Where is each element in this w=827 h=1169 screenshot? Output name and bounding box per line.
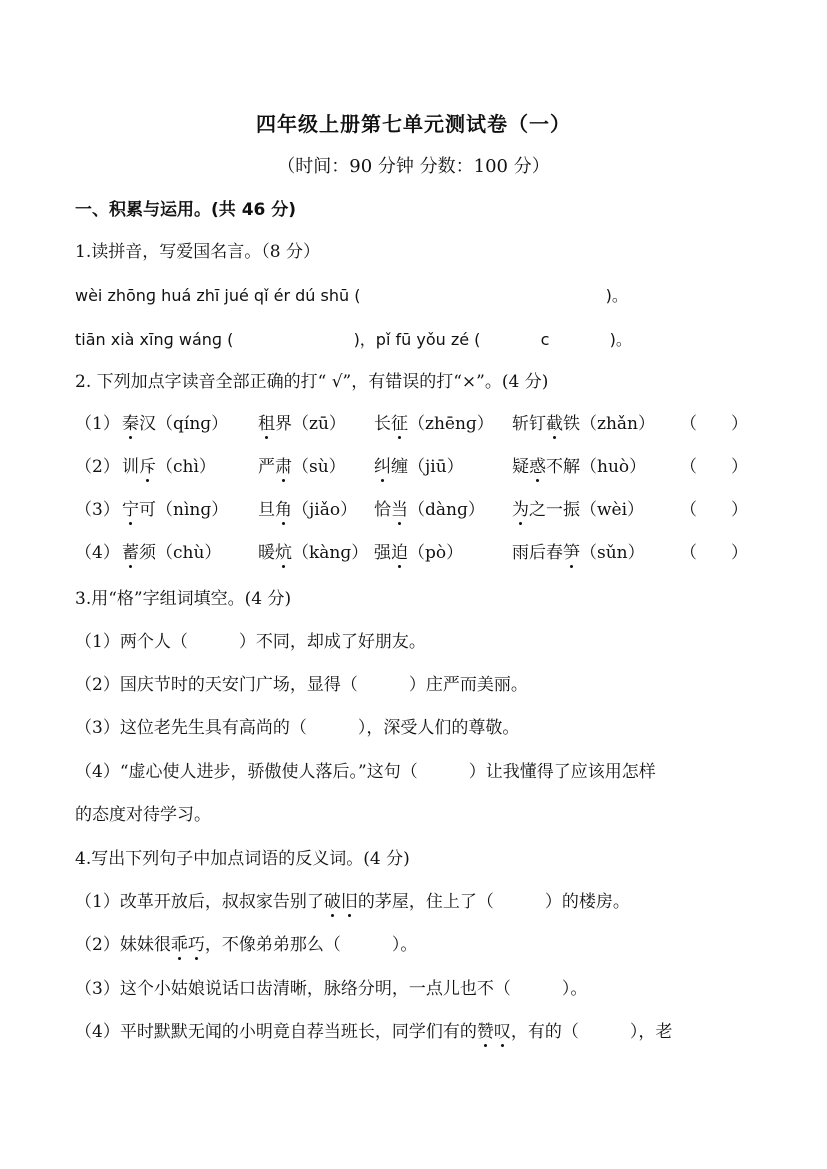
dotted-character: 蓄 [122, 543, 139, 563]
question-1-line-2 [75, 328, 757, 352]
dotted-character: 叹 [493, 1022, 511, 1042]
dotted-word [171, 935, 205, 955]
question-4-item [75, 977, 757, 1001]
pinyin-text: tiān xià xīnɡ wánɡ ( [75, 330, 234, 349]
question-4-item [75, 1020, 757, 1044]
question-3-item: （2）国庆节时的天安门广场，显得（ ）庄严而美丽。 [75, 675, 528, 695]
pinyin-item: 严肃（sù） [258, 457, 346, 477]
dotted-character: 乖 [170, 935, 188, 955]
dotted-character: 巧 [187, 935, 205, 955]
item-text: 的茅屋，住上了（ ）的楼房。 [357, 892, 630, 912]
question-4-item [75, 890, 757, 914]
dotted-word [324, 892, 358, 912]
dotted-character: 截 [546, 414, 563, 434]
pinyin-text: wèi zhōnɡ huá zhī jué qǐ ér dú shū [75, 286, 350, 305]
item-text: （4）平时默默无闻的小明竟自荐当班长，同学们有的 [75, 1022, 477, 1042]
question-3-item: （1）两个人（ ）不同，却成了好朋友。 [75, 632, 426, 652]
dotted-character: 征 [391, 414, 408, 434]
row-number: （3） [75, 500, 120, 520]
dotted-character: 角 [275, 500, 292, 520]
answer-blank-close: )。 [605, 286, 628, 305]
pinyin-item: 雨后春笋（sǔn） [512, 543, 645, 563]
row-number: （1） [75, 414, 120, 434]
question-1-heading: 1.读拼音，写爱国名言。（8 分） [75, 242, 320, 262]
answer-parentheses[interactable]: （ ） [680, 457, 748, 477]
item-text: ，有的（ ），老 [510, 1022, 673, 1042]
pinyin-item: 旦角（jiǎo） [258, 500, 358, 520]
dotted-character: 秦 [122, 414, 139, 434]
page-title: 四年级上册第七单元测试卷（一） [256, 112, 571, 136]
answer-blank-close: )。 [609, 330, 632, 349]
dotted-character: 肃 [275, 457, 292, 477]
dotted-character: 赞 [476, 1022, 494, 1042]
pinyin-item: 疑惑不解（huò） [512, 457, 647, 477]
pinyin-item: 秦汉（qínɡ） [122, 414, 229, 434]
dotted-character: 炕 [275, 543, 292, 563]
dotted-character: 宁 [122, 500, 139, 520]
pinyin-item: 纠缠（jiū） [374, 457, 464, 477]
question-3-heading: 3.用“格”字组词填空。(4 分) [75, 589, 292, 609]
pinyin-item: 恰当（dànɡ） [374, 500, 485, 520]
section-heading: 一、积累与运用。(共 46 分) [75, 200, 297, 220]
pinyin-item: 训斥（chì） [122, 457, 216, 477]
item-text: ，不像弟弟那么（ ）。 [204, 935, 418, 955]
pinyin-item: 宁可（nìnɡ） [122, 500, 229, 520]
question-3-item-continued: 的态度对待学习。 [75, 805, 211, 825]
answer-text[interactable]: c [540, 330, 550, 349]
dotted-character: 笋 [563, 543, 580, 563]
question-4-item [75, 933, 757, 957]
answer-parentheses[interactable]: （ ） [680, 543, 748, 563]
dotted-character: 斥 [139, 457, 156, 477]
answer-blank-open[interactable]: ( [354, 286, 361, 305]
answer-parentheses[interactable]: （ ） [680, 500, 748, 520]
item-text: （2）妹妹很 [75, 935, 171, 955]
question-3-item: （3）这位老先生具有高尚的（ ），深受人们的尊敬。 [75, 718, 520, 738]
answer-parentheses[interactable]: （ ） [680, 414, 748, 434]
pinyin-item: 长征（zhēnɡ） [374, 414, 494, 434]
question-2-heading: 2. 下列加点字读音全部正确的打“ √”，有错误的打“×”。(4 分) [75, 372, 549, 392]
pinyin-text: )，pǐ fū yǒu zé ( [353, 330, 481, 349]
pinyin-item: 斩钉截铁（zhǎn） [512, 414, 655, 434]
dotted-character: 旧 [340, 892, 358, 912]
pinyin-item: 强迫（pò） [374, 543, 464, 563]
exam-time-score: （时间：90 分钟 分数：100 分） [277, 156, 550, 177]
dotted-word [477, 1022, 511, 1042]
row-number: （2） [75, 457, 120, 477]
dotted-character: 为 [512, 500, 529, 520]
question-4-heading: 4.写出下列句子中加点词语的反义词。(4 分) [75, 849, 410, 869]
pinyin-item: 暖炕（kànɡ） [258, 543, 369, 563]
dotted-character: 破 [323, 892, 341, 912]
question-3-item: （4）“虚心使人进步，骄傲使人落后。”这句（ ）让我懂得了应该用怎样 [75, 762, 656, 782]
pinyin-item: 为之一振（wèi） [512, 500, 645, 520]
dotted-character: 惑 [529, 457, 546, 477]
pinyin-item: 蓄须（chù） [122, 543, 222, 563]
dotted-character: 租 [258, 414, 275, 434]
dotted-character: 纠 [374, 457, 391, 477]
item-text: （3）这个小姑娘说话口齿清晰，脉络分明，一点儿也不（ ）。 [75, 979, 588, 999]
question-1-line-1 [75, 284, 757, 308]
pinyin-item: 租界（zū） [258, 414, 346, 434]
row-number: （4） [75, 543, 120, 563]
dotted-character: 迫 [391, 543, 408, 563]
item-text: （1）改革开放后，叔叔家告别了 [75, 892, 324, 912]
dotted-character: 当 [391, 500, 408, 520]
